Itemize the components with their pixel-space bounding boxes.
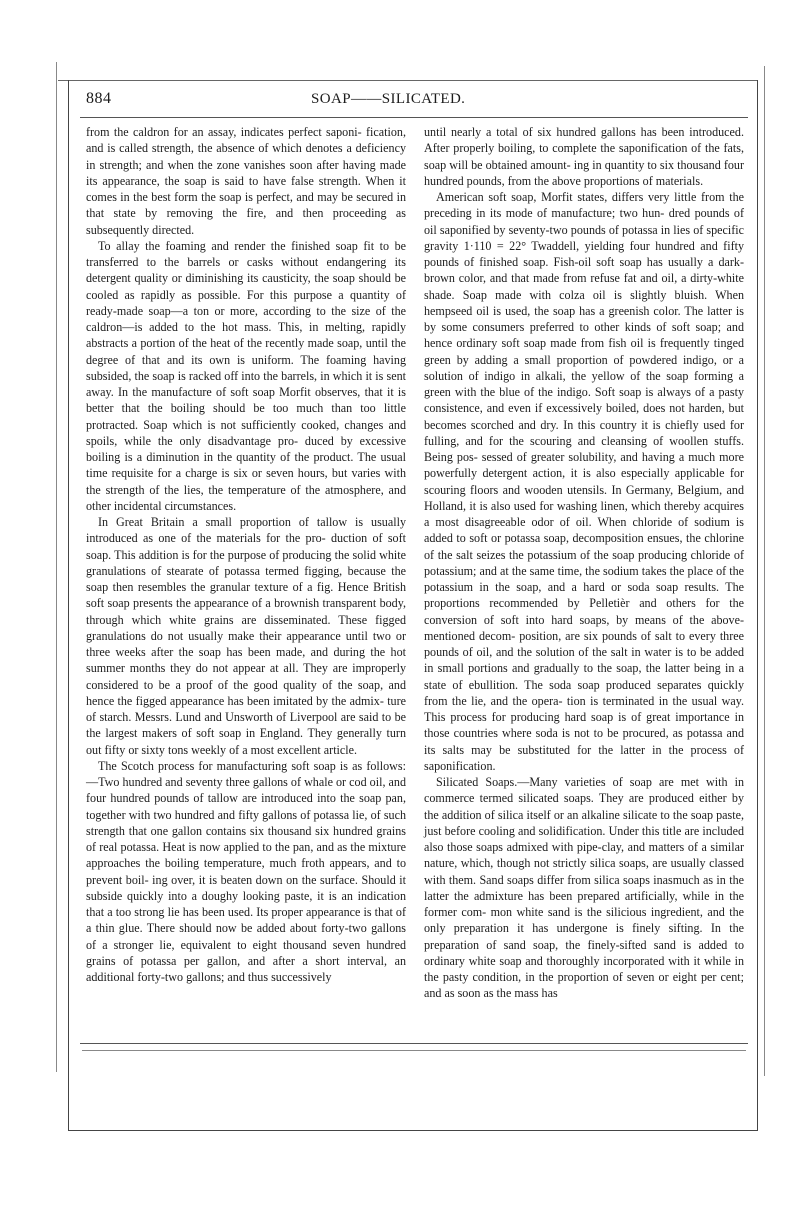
page-edge-right: [764, 66, 765, 1076]
right-column: [424, 124, 744, 1002]
left-column: [86, 124, 406, 985]
page-edge-left: [56, 62, 57, 1072]
page-number: 884: [86, 90, 112, 107]
paragraph: American soft soap, Morfit states, differs very little from the preceding in its mode of manufacture; two hun- dred pounds of oil saponified by seventy-two pounds of potassa in lies of specific gravity 1·110 = 22° Twaddell, yielding four hundred and fifty pounds of finished soap. Fish-oil soft soap has usually a dark-brown color, and that made from refuse fat and oil, a dirty-white shade. Soap made with colza oil is slightly bluish. When hempseed oil is used, the soap has a greenish color. The latter is by some consumers preferred to other kinds of soft soap; and hence ordinary soft soap made from fish oil is frequently tinged green by adding a small proportion of powdered indigo, or a solution of indigo in alkali, the yellow of the soap forming a green with the blue of the indigo. Soft soap is always of a pasty consistence, and even if excessively boiled, does not harden, but becomes scorched and dry. In this country it is chiefly used for fulling, and for the scouring and cleansing of woollen stuffs. Being pos- sessed of greater solubility, and having a much more powerfully detergent action, it is also especially applicable for scouring floors and wooden utensils. In Germany, Belgium, and Holland, it is also used for washing linen, which thereby acquires a most disagreeable odor of oil. When chloride of sodium is added to soft or potassa soap, decomposition ensues, the chlorine of the salt seizes the potassium of the soap producing chloride of potassium; and at the same time, the sodium takes the place of the potassium in the soap, and a hard or soda soap results. The proportions recommended by Pelletièr and others for the conversion of soft into hard soaps, by means of the above-mentioned decom- position, are six pounds of salt to every three pounds of oil, and the solution of the salt in water is to be added in small portions and gradually to the soap, the latter being in a state of ebullition. The soda soap produced separates quickly from the lie, and the opera- tion is terminated in the usual way. This process for producing hard soap is of great importance in those countries where soda is not to be procured, as potassa and its salts may be substituted for the latter in the process of saponification.: [424, 190, 744, 773]
paragraph: Silicated Soaps.—Many varieties of soap are met with in commerce termed silicated soaps. They are produced either by the addition of silica itself or an alkaline silicate to the soap paste, just before cooling and solidification. Under this title are included also those soaps admixed with pipe-clay, and matters of a similar nature, which, though not strictly silica soaps, are usually classed with them. Sand soaps differ from silica soaps inasmuch as in the latter the admixture has been prepared artificially, while in the former com- mon white sand is the silicious ingredient, and the only preparation it has undergone is finely sifting. In the preparation of sand soap, the finely-sifted sand is added to ordinary white soap and thoroughly incorporated with it while in the pasty condition, in the proportion of seven or eight per cent; and as soon as the mass has: [424, 775, 744, 1001]
header-rule: [80, 117, 748, 118]
paragraph: The Scotch process for manufacturing soft soap is as follows:—Two hundred and seventy three gallons of whale or cod oil, and four hundred pounds of tallow are introduced into the soap pan, together with two hundred and fifty gallons of potassa lie, of such strength that one gallon contains six thousand six hundred grains of real potassa. Heat is now applied to the pan, and as the mixture approaches the boiling temperature, much froth appears, and to prevent boil- ing over, it is beaten down on the surface. Should it subside quickly into a doughy looking paste, it is an indication that a too strong lie has been used. Its proper appearance is that of a thin glue. There should now be added about forty-two gallons of a stronger lie, equivalent to eight thousand seven hundred grains of potassa per gallon, and after a short interval, an additional forty-two gallons; and thus successively: [86, 758, 406, 984]
page-header: [86, 90, 746, 112]
paragraph: In Great Britain a small proportion of tallow is usually introduced as one of the materials for the pro- duction of soft soap. This addition is for the purpose of producing the solid white granulations of stearate of potassa termed figging, because the soap then resembles the granular texture of a fig. Hence British soft soap presents the appearance of a brownish transparent body, through which white grains are disseminated. These figged granulations do not usually make their appearance until two or three weeks after the soap has been made, and during the hot summer months they do not appear at all. They are improperly considered to be a proof of the good quality of the soap, and hence the figged appearance has been imitated by the admix- ture of starch. Messrs. Lund and Unsworth of Liverpool are said to be the largest makers of soft soap in England. They generally turn out fifty or sixty tons weekly of a most excellent article.: [86, 515, 406, 757]
paragraph: from the caldron for an assay, indicates perfect saponi- fication, and is called strength, the absence of which denotes a deficiency in strength; and when the zone vanishes soon after having made its appearance, the soap is said to have false strength. When it comes in the best form the soap is perfect, and may be secured in that state by removing the fire, and then proceeding as subsequently directed.: [86, 125, 406, 237]
running-head: SOAP——SILICATED.: [311, 91, 466, 107]
bottom-rule: [80, 1043, 748, 1044]
paragraph: To allay the foaming and render the finished soap fit to be transferred to the barrels or casks without endangering its detergent quality or diminishing its causticity, the soap should be cooled as rapidly as possible. For this purpose a quantity of ready-made soap—a ton or more, according to the size of the caldron—is added to the hot mass. This, in melting, rapidly abstracts a portion of the heat of the recently made soap, until the degree of that and its own is uniform. The foaming having subsided, the soap is racked off into the barrels, in which it is sent away. In the manufacture of soft soap Morfit observes, that it is better that the boiling should be too much than too little protracted. Soap which is not sufficiently cooked, changes and spoils, while the only disadvantage pro- duced by excessive boiling is a diminution in the quantity of the product. The usual time requisite for a charge is six or seven hours, but varies with the strength of the lies, the temperature of the atmosphere, and other incidental circumstances.: [86, 238, 406, 513]
bottom-rule-inner: [82, 1050, 746, 1051]
paragraph: until nearly a total of six hundred gallons has been introduced. After properly boiling, to complete the saponification of the fats, soap will be obtained amount- ing in quantity to six thousand four hundred pounds, from the above proportions of materials.: [424, 125, 744, 188]
